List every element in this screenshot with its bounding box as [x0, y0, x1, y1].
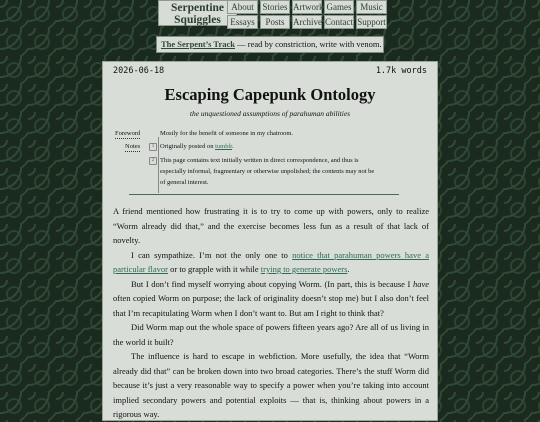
- blog-banner: [156, 36, 384, 53]
- post-subtitle: the unquestioned assumptions of parahuman abilities: [189, 109, 351, 118]
- main-nav: [227, 0, 387, 29]
- note-number-2: 2: [149, 157, 157, 165]
- paragraph-4: Did Worm map out the whole space of powers fifteen years ago? Are all of us living in the world it built?: [113, 322, 429, 347]
- nav-music[interactable]: Music: [356, 0, 387, 14]
- nav-support[interactable]: Support: [357, 17, 386, 27]
- foreword-text: Mostly for the benefit of someone in my chatroom.: [160, 130, 294, 137]
- header-divider: [129, 194, 399, 195]
- site-title-line2: Squiggles: [174, 14, 221, 26]
- nav-archive[interactable]: Archive: [293, 17, 322, 27]
- note-1: [160, 141, 234, 152]
- nav-contact[interactable]: Contact: [325, 17, 353, 27]
- paragraph-2: [113, 248, 429, 277]
- post-title: Escaping Capepunk Ontology: [164, 85, 376, 104]
- nav-posts[interactable]: Posts: [260, 15, 290, 29]
- paragraph-3-text-b: often copied Worm on purpose; the lack of originality doesn’t stop me) but I also don’t feel that I’m recapitulating Worm when I don’t want to. But am I right to think that?: [113, 293, 429, 318]
- nav-about[interactable]: About: [227, 0, 258, 14]
- note-2-line-2: especially informal, fragmentary or otherwise unpolished; the contents may not be: [160, 168, 375, 175]
- post-card: [102, 61, 438, 421]
- foreword-label[interactable]: Foreword: [115, 130, 141, 137]
- note-2-line-3: of general interest.: [160, 179, 209, 186]
- site-title[interactable]: [158, 0, 237, 26]
- paragraph-2-text-c: .: [347, 264, 350, 274]
- paragraph-5: The influence is hard to escape in webfiction. More usefully, the idea that “Worm already did that” can be broken down into two broad categories. There’s the stuff Worm did because it’s just a very reasonable way to specify a power when you’re taking into account implied secondary powers and potential exploits — that is, thinking about powers in a rigorous way.: [113, 351, 429, 419]
- paragraph-3: [113, 277, 429, 321]
- notes-divider: [158, 137, 159, 193]
- parahuman-flavor-link[interactable]: notice that parahuman powers have a particular flavor: [113, 249, 429, 274]
- nav-essays[interactable]: Essays: [227, 15, 258, 29]
- tumblr-link[interactable]: tumblr: [215, 143, 233, 150]
- paragraph-2-text-b: or to grapple with it while: [167, 264, 261, 274]
- note-number-1: 1: [149, 143, 157, 151]
- paragraph-3-text-a: But I don’t find myself worrying about copying Worm. (In part, this is because I: [131, 278, 413, 289]
- site-title-line1: Serpentine: [170, 2, 225, 14]
- note-1-prefix: Originally posted on: [160, 143, 216, 150]
- nav-stories[interactable]: Stories: [260, 0, 290, 14]
- post-word-count: 1.7k words: [375, 66, 427, 76]
- note-2-line-1: This page contains text initially written in direct correspondence, and thus is: [160, 157, 359, 164]
- blog-title-link[interactable]: The Serpent’s Track: [161, 39, 235, 49]
- paragraph-3-emphasis: have: [412, 278, 429, 289]
- post-date: 2026-06-18: [113, 66, 165, 76]
- paragraph-2-text-a: I can sympathize. I’m not the only one to: [131, 249, 293, 260]
- nav-artwork[interactable]: Artwork: [293, 2, 324, 12]
- notes-label[interactable]: Notes: [125, 143, 141, 150]
- paragraph-1: A friend mentioned how frustrating it is to try to come up with powers, only to realize “Worm already did that,” and the exercise becomes less fun as a result of that lack of novelty.: [113, 206, 429, 245]
- post-meta: [103, 62, 437, 80]
- note-2: [160, 155, 410, 188]
- generate-powers-link[interactable]: trying to generate powers: [260, 264, 348, 274]
- nav-games[interactable]: Games: [324, 0, 354, 14]
- note-1-suffix: .: [232, 143, 234, 150]
- blog-tagline: — read by constriction, write with venom.: [234, 39, 382, 49]
- post-body: [113, 204, 429, 422]
